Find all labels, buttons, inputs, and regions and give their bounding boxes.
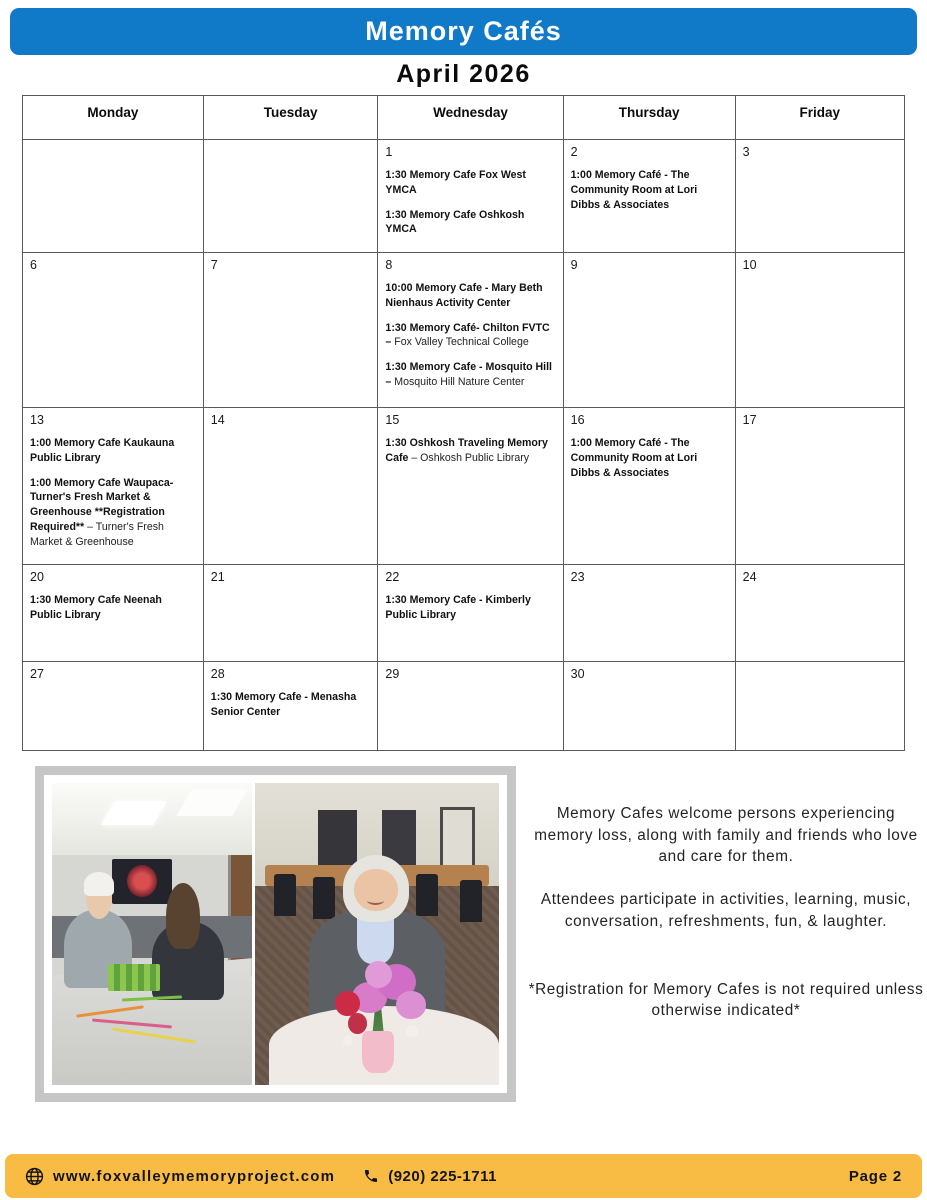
day-number: 14 [210, 413, 225, 427]
day-number: 10 [742, 258, 757, 272]
chair-art [313, 877, 335, 919]
page-number: Page 2 [848, 1167, 902, 1185]
day-number: 29 [385, 666, 400, 681]
page-title: Memory Cafés [365, 16, 562, 46]
babys-breath-art [343, 1035, 353, 1046]
event-title: 1:30 Memory Cafe Fox West YMCA [385, 169, 526, 196]
calendar-week-row [23, 140, 905, 253]
craft-weave-art [108, 964, 160, 991]
day-number: 28 [210, 666, 225, 681]
event-location: Fox Valley Technical College [391, 336, 529, 349]
month-title: April 2026 [396, 60, 531, 88]
flower-art [396, 991, 425, 1018]
calendar-event [30, 436, 196, 466]
event-title: 1:00 Memory Cafe Waupaca- Turner's Fresh Market & Greenhouse **Registration Required** [30, 476, 174, 534]
calendar-header-row [23, 96, 905, 140]
calendar-cell-14 [203, 408, 378, 565]
calendar-week-row [23, 564, 905, 661]
calendar-week-row [23, 253, 905, 408]
event-title: 1:30 Memory Café- Chilton FVTC – [385, 321, 550, 349]
calendar-cell-24 [735, 564, 904, 661]
chair-art [416, 874, 438, 916]
event-title: 10:00 Memory Cafe - Mary Beth Nienhaus Activity Center [385, 282, 543, 309]
day-number: 21 [210, 569, 225, 584]
info-paragraph-registration: *Registration for Memory Cafes is not required unless otherwise indicated* [528, 980, 924, 1020]
chair-art [460, 880, 482, 922]
calendar-cell-20 [23, 564, 204, 661]
day-number: 9 [570, 258, 578, 272]
event-title: 1:00 Memory Café - The Community Room at Lori Dibbs & Associates [570, 437, 698, 479]
calendar-cell-6 [23, 253, 204, 408]
cabinet-art [318, 810, 357, 870]
calendar-event [571, 168, 728, 212]
event-location: – Oshkosh Public Library [408, 451, 530, 464]
craft-activity-photo [52, 783, 252, 1085]
photo-collage-frame [35, 766, 516, 1102]
day-header-tuesday: Tuesday [203, 96, 378, 140]
calendar-event [385, 281, 555, 311]
calendar-event [385, 321, 555, 351]
door-art [440, 807, 474, 873]
calendar-table [22, 95, 905, 751]
pink-vase-art [362, 1031, 394, 1073]
calendar-week-row [23, 408, 905, 565]
calendar-cell-15 [378, 408, 563, 565]
calendar-event [30, 593, 196, 623]
calendar-cell-1 [378, 140, 563, 253]
floral-blouse-art [357, 916, 394, 964]
info-paragraph-activities: Attendees participate in activities, learning, music, conversation, refreshments, fun, & laughter. [540, 891, 912, 930]
babys-breath-art [406, 1025, 418, 1037]
calendar-cell-16 [563, 408, 735, 565]
elderly-man-hair-art [84, 872, 114, 896]
day-header-thursday: Thursday [563, 96, 735, 140]
babys-breath-art [421, 1014, 431, 1025]
flower-art [335, 991, 359, 1015]
header-banner [10, 8, 917, 55]
day-number: 23 [570, 569, 585, 584]
footer-bar [5, 1154, 922, 1198]
day-header-wednesday: Wednesday [378, 96, 563, 140]
calendar-cell-23 [563, 564, 735, 661]
calendar-cell-30 [563, 661, 735, 750]
calendar-event [385, 593, 555, 623]
event-title: 1:00 Memory Cafe Kaukauna Public Library [30, 437, 175, 464]
day-number: 7 [210, 258, 218, 272]
website-link[interactable]: www.foxvalleymemoryproject.com [53, 1167, 336, 1185]
day-number: 24 [742, 569, 757, 584]
calendar-cell [735, 661, 904, 750]
day-number: 1 [385, 145, 393, 159]
calendar-cell-8 [378, 253, 563, 408]
calendar-cell-22 [378, 564, 563, 661]
calendar-cell-13 [23, 408, 204, 565]
flower-art [348, 1013, 368, 1034]
calendar-cell-10 [735, 253, 904, 408]
day-number: 22 [385, 569, 400, 584]
calendar-cell-17 [735, 408, 904, 565]
event-location: Mosquito Hill Nature Center [391, 376, 525, 389]
woman-with-flowers-photo [255, 783, 499, 1085]
calendar-cell-3 [735, 140, 904, 253]
calendar-cell [203, 140, 378, 253]
calendar-cell-9 [563, 253, 735, 408]
calendar-event [571, 436, 728, 480]
info-text-block [528, 803, 924, 1022]
event-title: 1:30 Memory Cafe Neenah Public Library [30, 593, 162, 621]
calendar-event [385, 360, 555, 390]
calendar-cell-7 [203, 253, 378, 408]
day-number: 3 [742, 145, 750, 159]
event-title: 1:30 Memory Cafe - Mosquito Hill – [385, 361, 553, 389]
event-title: 1:30 Memory Cafe - Kimberly Public Library [385, 593, 531, 621]
day-number: 2 [570, 145, 578, 159]
flower-art [365, 961, 392, 988]
event-title: 1:30 Memory Cafe - Menasha Senior Center [210, 690, 357, 718]
day-number: 16 [570, 413, 585, 427]
day-number: 13 [30, 413, 44, 427]
calendar-event [385, 168, 555, 198]
globe-icon [25, 1167, 44, 1186]
calendar-event [385, 436, 555, 466]
phone-icon [363, 1168, 379, 1184]
calendar-cell-29 [378, 661, 563, 750]
calendar-cell-28 [203, 661, 378, 750]
day-number: 20 [30, 569, 44, 584]
calendar-event [385, 208, 555, 238]
info-paragraph-welcome: Memory Cafes welcome persons experiencing memory loss, along with family and friends who love and care for them. [534, 805, 918, 866]
day-number: 8 [385, 258, 393, 272]
event-title: 1:30 Memory Cafe Oshkosh YMCA [385, 208, 525, 236]
day-number: 17 [742, 413, 757, 427]
calendar-cell-27 [23, 661, 204, 750]
calendar-week-row [23, 661, 905, 750]
calendar-event [211, 690, 371, 720]
day-number: 30 [570, 666, 585, 681]
day-header-friday: Friday [735, 96, 904, 140]
wall-tv-art [112, 859, 172, 904]
young-woman-hair-art [166, 883, 200, 949]
calendar-cell-2 [563, 140, 735, 253]
calendar-cell-21 [203, 564, 378, 661]
chair-art [274, 874, 296, 916]
event-title: 1:00 Memory Café - The Community Room at Lori Dibbs & Associates [570, 169, 698, 211]
event-location: – Turner's Fresh Market & Greenhouse [30, 521, 164, 548]
day-number: 15 [385, 413, 400, 427]
phone-number[interactable]: (920) 225-1711 [388, 1167, 497, 1185]
calendar-event [30, 476, 196, 550]
day-number: 27 [30, 666, 44, 681]
event-title: 1:30 Oshkosh Traveling Memory Cafe [385, 437, 548, 464]
calendar-cell [23, 140, 204, 253]
day-number: 6 [30, 258, 37, 272]
day-header-monday: Monday [23, 96, 204, 140]
